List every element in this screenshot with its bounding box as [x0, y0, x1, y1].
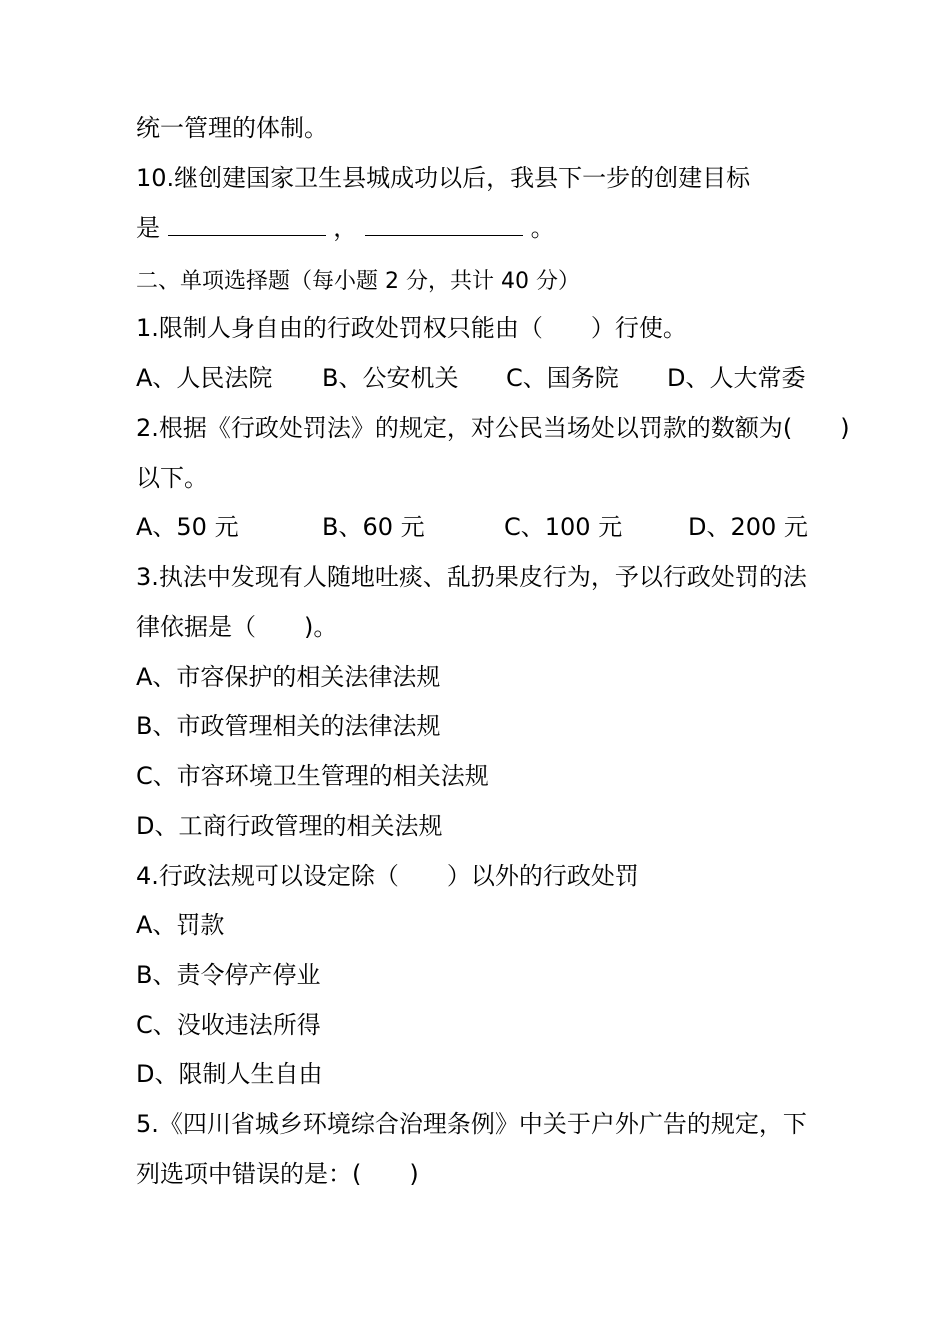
- option-c: C、国务院: [506, 364, 619, 392]
- question-3-stem-line-1: 3.执法中发现有人随地吐痰、乱扔果皮行为，予以行政处罚的法: [136, 563, 807, 591]
- question-10-line-1: 10.继创建国家卫生县城成功以后，我县下一步的创建目标: [136, 164, 751, 192]
- question-10-line-2: [136, 212, 555, 244]
- question-4-option-c: C、没收违法所得: [136, 1011, 321, 1039]
- question-4-option-b: B、责令停产停业: [136, 961, 321, 989]
- option-a: A、50 元: [136, 513, 239, 541]
- blank-separator: ，: [333, 214, 358, 242]
- option-c: C、100 元: [504, 513, 623, 541]
- option-b: B、公安机关: [322, 364, 459, 392]
- question-3-option-d: D、工商行政管理的相关法规: [136, 812, 443, 840]
- option-b: B、60 元: [322, 513, 425, 541]
- question-5-stem-line-2: 列选项中错误的是：( ): [136, 1160, 419, 1188]
- question-4-option-a: A、罚款: [136, 911, 225, 939]
- question-4-option-d: D、限制人生自由: [136, 1060, 323, 1088]
- answer-blank-1: [168, 213, 326, 236]
- question-10-prefix: 是: [136, 214, 160, 242]
- option-a: A、人民法院: [136, 364, 273, 392]
- section-title: 二、单项选择题（每小题 2 分，共计 40 分）: [136, 269, 580, 294]
- answer-blank-2: [365, 213, 523, 236]
- question-2-stem-line-1: 2.根据《行政处罚法》的规定，对公民当场处以罚款的数额为( ): [136, 414, 850, 442]
- sentence-end: 。: [530, 214, 555, 242]
- question-3-stem-line-2: 律依据是（ )。: [136, 613, 338, 641]
- question-3-option-a: A、市容保护的相关法律法规: [136, 663, 441, 691]
- option-d: D、200 元: [688, 513, 808, 541]
- question-3-option-c: C、市容环境卫生管理的相关法规: [136, 762, 489, 790]
- question-4-stem: 4.行政法规可以设定除（ ）以外的行政处罚: [136, 862, 639, 890]
- option-d: D、人大常委: [667, 364, 806, 392]
- question-2-stem-line-2: 以下。: [136, 464, 208, 492]
- previous-question-tail: 统一管理的体制。: [136, 114, 328, 142]
- question-5-stem-line-1: 5.《四川省城乡环境综合治理条例》中关于户外广告的规定，下: [136, 1110, 807, 1138]
- question-1-stem: 1.限制人身自由的行政处罚权只能由（ ）行使。: [136, 314, 687, 342]
- question-3-option-b: B、市政管理相关的法律法规: [136, 712, 441, 740]
